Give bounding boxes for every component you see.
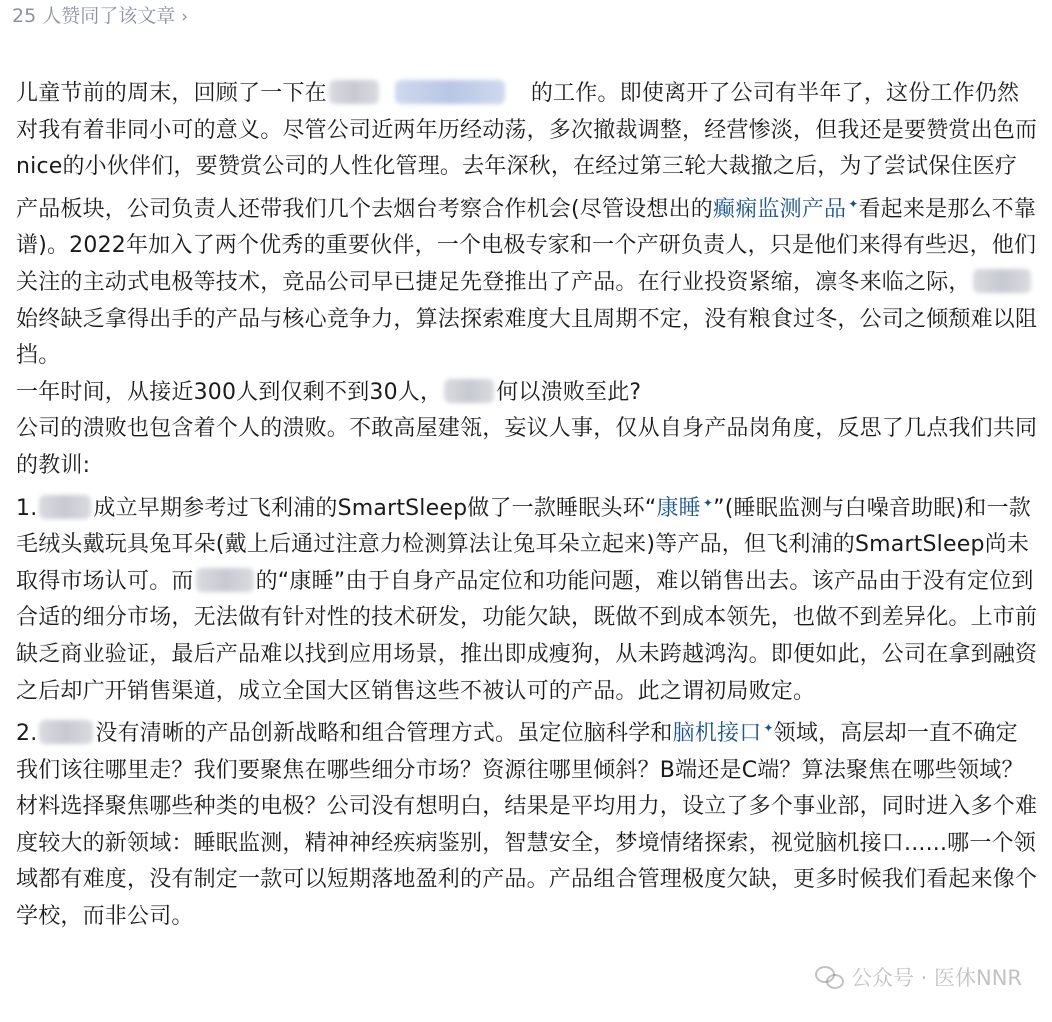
- redacted-company-name-3: [973, 269, 1031, 293]
- sparkle-icon: ✦: [702, 495, 714, 510]
- sparkle-icon: ✦: [763, 721, 774, 736]
- p1-text-3: 看起来是那么不靠谱)。2022年加入了两个优秀的重要伙伴，一个电极专家和一个产研负责人，只是他们来得有些迟，他们关注的主动式电极等技术，竞品公司早已捷足先登推出了产品。在行业投资紧缩，凛冬来临之际，: [16, 196, 1037, 295]
- paragraph-3: [16, 411, 1038, 484]
- link-epilepsy-monitoring-label: 癫痫监测产品: [713, 196, 847, 222]
- chevron-right-icon: ›: [181, 7, 189, 27]
- link-brain-computer-interface[interactable]: [673, 721, 774, 746]
- article-body: [16, 76, 1038, 936]
- p2-text-2: 何以溃败至此?: [496, 379, 642, 405]
- redacted-company-name-6: [196, 568, 254, 592]
- p4-text-3: ”(睡眠监测与白噪音助眠)和一款毛绒头戴玩具兔耳朵(戴上后通过注意力检测算法让兔耳朵立起来)等产品，但飞利浦的SmartSleep尚未取得市场认可。而: [16, 495, 1031, 594]
- p4-text-1: 1.: [16, 495, 38, 521]
- paragraph-2: [16, 375, 1038, 412]
- p1-text-4: 始终缺乏拿得出手的产品与核心竞争力，算法探索难度大且周期不定，没有粮食过冬，公司之倾颓难以阻挡。: [16, 306, 1038, 369]
- redacted-company-name-2: [395, 80, 505, 104]
- likes-count-text: 25 人赞同了该文章: [12, 5, 176, 27]
- redacted-company-name-7: [39, 720, 93, 744]
- link-kangshui-label: 康睡: [656, 495, 701, 521]
- link-kangshui[interactable]: [656, 496, 713, 521]
- paragraph-1: [16, 76, 1038, 375]
- link-bci-label: 脑机接口: [672, 721, 762, 747]
- p1-text-2: 的工作。即使离开了公司有半年了，这份工作仍然对我有着非同小可的意义。尽管公司近两年历经动荡，多次撤裁调整，经营惨淡，但我还是要赞赏出色而nice的小伙伴们，要赞赏公司的人性化管理。去年深秋，在经过第三轮大裁撤之后，为了尝试保住医疗产品板块，公司负责人还带我们几个去烟台考察合作机会(尽管设想出的: [16, 81, 1038, 222]
- sparkle-icon: ✦: [848, 196, 859, 211]
- p3-text-1: 公司的溃败也包含着个人的溃败。不敢高屋建瓴，妄议人事，仅从自身产品岗角度，反思了几点我们共同的教训:: [16, 416, 1038, 478]
- p5-text-3: 领域，高层却一直不确定我们该往哪里走？我们要聚焦在哪些细分市场？资源往哪里倾斜？B端还是C端？算法聚焦在哪些领域？材料选择聚焦哪些种类的电极？公司没有想明白，结果是平均用力，设立了多个事业部，同时进入多个难度较大的新领域：睡眠监测，精神神经疾病鉴别，智慧安全，梦境情绪探索，视觉脑机接口......哪一个领域都有难度，没有制定一款可以短期落地盈利的产品。产品组合管理极度欠缺，更多时候我们看起来像个学校，而非公司。: [16, 721, 1038, 930]
- redacted-company-name-4: [444, 379, 494, 403]
- wechat-icon: [815, 966, 843, 988]
- p4-text-4: 的“康睡”由于自身产品定位和功能问题，难以销售出去。该产品由于没有定位到合适的细分市场，无法做有针对性的技术研发，功能欠缺，既做不到成本领先，也做不到差异化。上市前缺乏商业验证，最后产品难以找到应用场景，推出即成瘦狗，从未跨越鸿沟。即便如此，公司在拿到融资之后却广开销售渠道，成立全国大区销售这些不被认可的产品。此之谓初局败定。: [16, 568, 1038, 704]
- paragraph-4: [16, 485, 1038, 711]
- p1-text-1: 儿童节前的周末，回顾了一下在: [16, 81, 327, 106]
- link-epilepsy-monitoring[interactable]: [713, 197, 858, 222]
- p2-text-1: 一年时间，从接近300人到仅剩不到30人，: [16, 379, 443, 405]
- redacted-company-name-5: [39, 495, 91, 519]
- redacted-company-name: [329, 80, 379, 104]
- watermark: [815, 962, 1022, 992]
- paragraph-5: [16, 710, 1038, 936]
- p4-text-2: 成立早期参考过飞利浦的SmartSleep做了一款睡眠头环“: [93, 495, 657, 521]
- p5-text-2: 没有清晰的产品创新战略和组合管理方式。虽定位脑科学和: [95, 721, 673, 747]
- p5-text-1: 2.: [16, 721, 38, 747]
- watermark-text: 公众号 · 医休NNR: [850, 966, 1022, 990]
- likes-count-link[interactable]: [12, 2, 188, 31]
